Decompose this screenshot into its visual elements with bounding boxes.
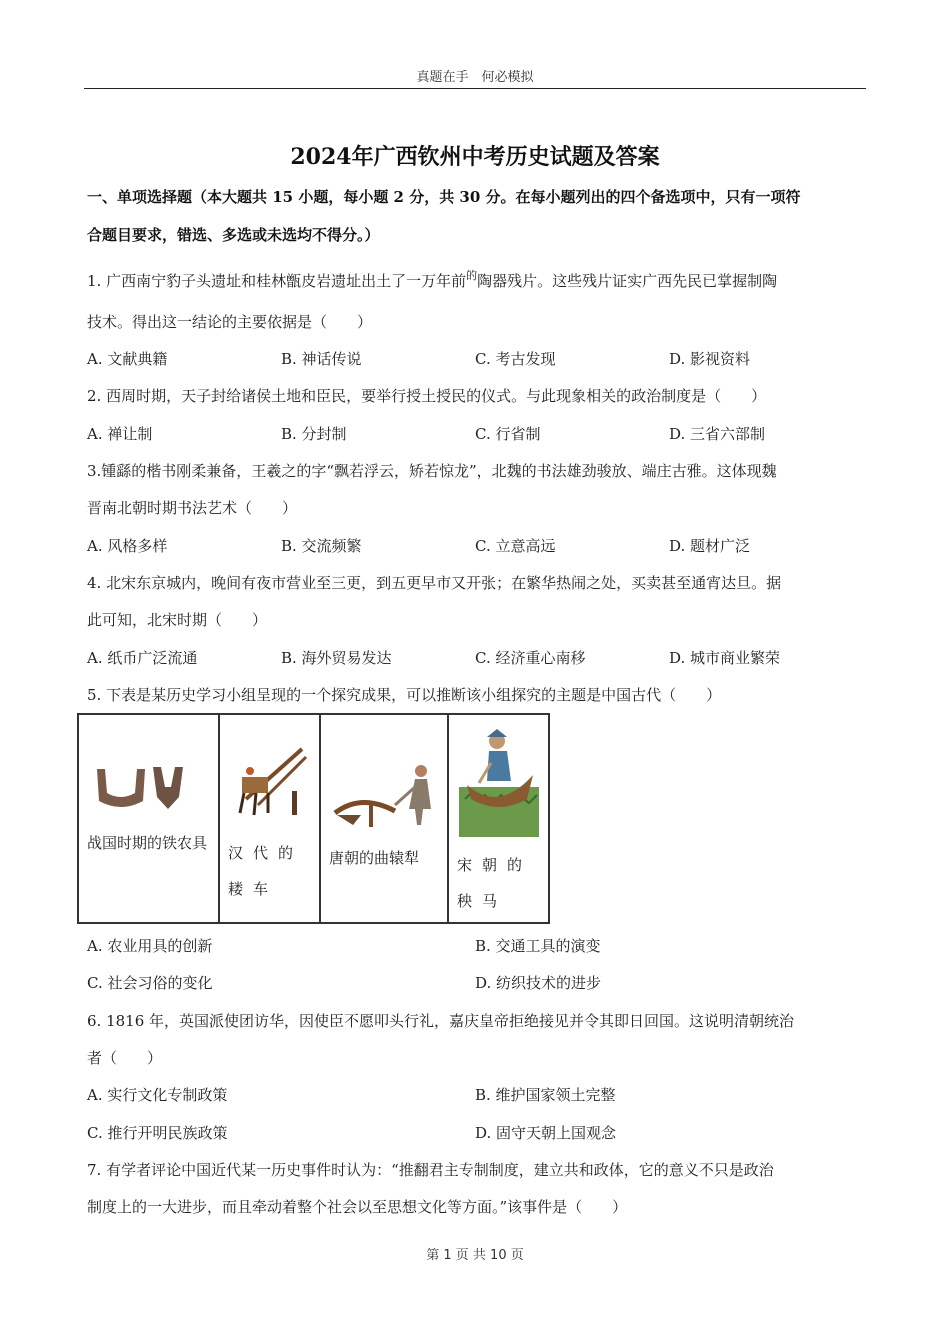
q4-option-d[interactable]: D. 城市商业繁荣 (669, 649, 781, 667)
q6-option-b[interactable]: B. 维护国家领土完整 (475, 1086, 616, 1104)
q4-option-c[interactable]: C. 经济重心南移 (475, 649, 586, 667)
artifact-caption-2: 汉代的耧车 (228, 844, 304, 898)
page-title: 2024年广西钦州中考历史试题及答案 (290, 144, 660, 170)
section-heading-line1: 一、单项选择题（本大题共 15 小题，每小题 2 分，共 30 分。在每小题列出的四个备选项中，只有一项符 (87, 188, 801, 206)
q5-option-b[interactable]: B. 交通工具的演变 (475, 937, 601, 955)
page-footer: 第 1 页 共 10 页 (426, 1248, 524, 1263)
artifact-caption-4: 宋朝的秧马 (457, 856, 533, 910)
question-3-line2: 晋南北朝时期书法艺术（ ） (87, 499, 298, 517)
question-7-line2: 制度上的一大进步，而且牵动着整个社会以至思想文化等方面。”该事件是（ ） (87, 1198, 628, 1216)
q6-option-d[interactable]: D. 固守天朝上国观念 (475, 1124, 617, 1142)
curved-plow-image (331, 753, 441, 833)
q5-option-d[interactable]: D. 纺织技术的进步 (475, 974, 602, 992)
q4-option-a[interactable]: A. 纸币广泛流通 (87, 649, 198, 667)
question-7-line1: 7. 有学者评论中国近代某一历史事件时认为：“推翻君主专制制度，建立共和政体，它的意义不只是政治 (87, 1161, 774, 1179)
header-rule (84, 88, 866, 89)
artifact-cell-iron-tools (78, 714, 219, 923)
q3-option-d[interactable]: D. 题材广泛 (669, 537, 751, 555)
question-4-line1: 4. 北宋东京城内，晚间有夜市营业至三更，到五更早市又开张；在繁华热闹之处，买卖甚至通宵达旦。据 (87, 574, 782, 592)
artifact-caption-3: 唐朝的曲辕犁 (329, 849, 420, 867)
page-header: 真题在手 何必模拟 (416, 70, 534, 85)
question-1-line1: 1. 广西南宁豹子头遗址和桂林甑皮岩遗址出土了一万年前$^的$陶器残片。这些残片证实广西先民已掌握制陶 (87, 269, 778, 290)
question-6-line1: 6. 1816 年，英国派使团访华，因使臣不愿叩头行礼，嘉庆皇帝拒绝接见并令其即日回国。这说明清朝统治 (87, 1012, 795, 1030)
q3-option-b[interactable]: B. 交流频繁 (281, 537, 362, 555)
q1-option-a[interactable]: A. 文献典籍 (87, 350, 168, 368)
q2-option-b[interactable]: B. 分封制 (281, 425, 347, 443)
question-1-line2: 技术。得出这一结论的主要依据是（ ） (87, 313, 373, 331)
q2-option-a[interactable]: A. 禅让制 (87, 425, 153, 443)
artifact-cell-seed-drill (219, 714, 320, 923)
q1-option-b[interactable]: B. 神话传说 (281, 350, 362, 368)
q2-option-c[interactable]: C. 行省制 (475, 425, 541, 443)
section-heading-line2: 合题目要求，错选、多选或未选均不得分。） (87, 226, 380, 244)
q3-option-a[interactable]: A. 风格多样 (87, 537, 168, 555)
q2-option-d[interactable]: D. 三省六部制 (669, 425, 766, 443)
q4-option-b[interactable]: B. 海外贸易发达 (281, 649, 392, 667)
q1-option-c[interactable]: C. 考古发现 (475, 350, 556, 368)
question-4-line2: 此可知，北宋时期（ ） (87, 611, 268, 629)
artifact-cell-curved-plow (320, 714, 448, 923)
artifact-table (77, 713, 550, 924)
rice-horse-image (457, 723, 541, 841)
q5-option-c[interactable]: C. 社会习俗的变化 (87, 974, 213, 992)
q3-option-c[interactable]: C. 立意高远 (475, 537, 556, 555)
seed-drill-image (228, 741, 312, 821)
iron-tools-image (91, 757, 191, 817)
artifact-caption-1: 战国时期的铁农具 (87, 834, 208, 852)
q6-option-a[interactable]: A. 实行文化专制政策 (87, 1086, 228, 1104)
question-5-line1: 5. 下表是某历史学习小组呈现的一个探究成果，可以推断该小组探究的主题是中国古代（ ） (87, 686, 722, 704)
q6-option-c[interactable]: C. 推行开明民族政策 (87, 1124, 228, 1142)
question-2-line1: 2. 西周时期，天子封给诸侯土地和臣民，要举行授土授民的仪式。与此现象相关的政治制度是（ ） (87, 387, 767, 405)
artifact-cell-rice-horse (448, 714, 549, 923)
q1-option-d[interactable]: D. 影视资料 (669, 350, 751, 368)
question-3-line1: 3.锺繇的楷书刚柔兼备，王羲之的字“飘若浮云，矫若惊龙”，北魏的书法雄劲骏放、端庄古雅。这体现魏 (87, 462, 777, 480)
q5-option-a[interactable]: A. 农业用具的创新 (87, 937, 213, 955)
question-6-line2: 者（ ） (87, 1049, 163, 1067)
